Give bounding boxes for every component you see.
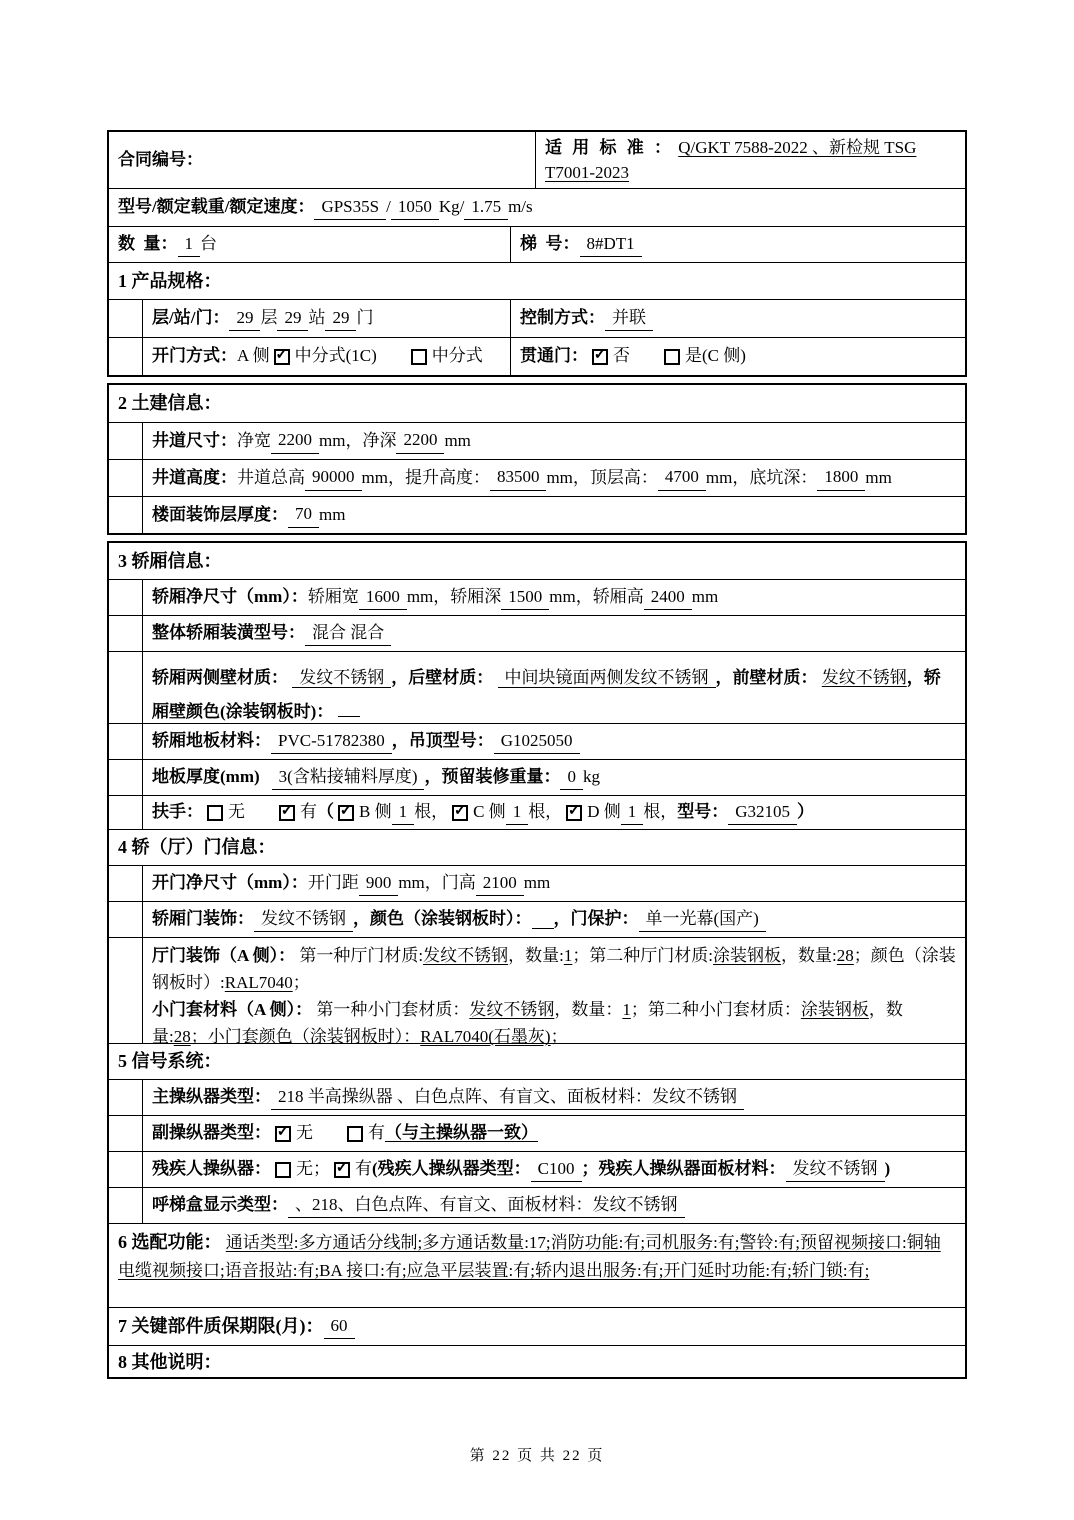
row-sub-cop [109,1115,965,1151]
check-icon: ✓ [335,1160,349,1176]
shaft-height-label: 井道高度： [152,467,237,487]
floor-finish-label: 楼面装饰层厚度： [152,504,288,524]
handrail-model-value: G32105 [728,800,797,826]
indent-cell [109,338,143,375]
check-icon: ✓ [275,347,288,363]
main-cop-cell [143,1080,965,1115]
checkbox-disabled-none-unchecked [275,1162,291,1178]
floor-material-label: 轿厢地板材料： [152,731,271,751]
car-size-label: 轿厢净尺寸（mm）： [152,587,308,607]
checkbox-handrail-b-checked [338,805,354,821]
checkbox-subcop-have-unchecked [347,1126,363,1142]
contract-number-cell [109,132,535,188]
handrail-have: 有 [300,802,317,822]
door-open-option1: 中分式(1C) [294,346,377,366]
hall-qty2-label: ，数量: [781,946,837,965]
ceiling-model-label: 吊顶型号： [408,731,494,751]
indent-cell [109,1116,143,1151]
door-protect-value: 单一光幕(国产) [639,907,766,933]
car-height-unit: mm [691,587,719,607]
header-table [107,130,967,377]
semicolon: ； [292,972,310,992]
door-opening-size-label: 开门净尺寸（mm）： [152,873,308,893]
row-disabled-cop [109,1151,965,1187]
hall-mat2-label: ；第二种厅门材质: [572,946,714,965]
floors-unit1: 层 [260,308,278,328]
check-icon: ✓ [339,803,353,819]
row-car-size [109,579,965,615]
hall-qty1-label: ，数量: [508,946,564,965]
shaft-depth-label: 净深 [362,430,397,450]
row-dooropen-through [109,337,965,375]
warranty-value: 60 [324,1314,355,1340]
disabled-cop-label: 残疾人操纵器： [152,1159,271,1179]
travel-height-value: 83500 [490,465,547,491]
jamb-mat2-label: ；第二种小门套材质： [630,999,801,1019]
section4-title-cell [109,830,965,865]
load-value: 1050 [391,195,439,221]
sub-cop-note: （与主操纵器一致） [385,1123,538,1143]
floor-finish-unit: mm [319,504,346,524]
row-wall-materials [109,651,965,723]
car-width-label: 轿厢宽 [307,587,359,607]
hall-mat1-value: 发纹不锈钢 [423,946,509,965]
indent-cell [109,1188,143,1223]
quantity-value: 1 [178,232,201,258]
indent-cell [109,616,143,651]
shaft-depth-value: 2200 [396,428,444,454]
door-open-side: A 侧 [237,346,270,366]
shaft-height-cell [143,460,965,496]
door-color-label: 颜色（涂装钢板时）： [370,909,532,929]
floor-thickness-value: 3(含粘接辅料厚度) [272,765,425,791]
row-floors-control [109,299,965,337]
warranty-cell [109,1308,965,1345]
indent-cell [109,902,143,937]
row-model [109,188,965,226]
jamb-color-label: ；小门套颜色（涂装钢板时）： [190,1026,421,1046]
door-width-unit: mm， [398,873,442,893]
shaft-depth-unit: mm [444,430,471,450]
indent-cell [109,460,143,496]
reserve-weight-value: 0 [560,765,583,791]
row-floor-thickness [109,759,965,795]
through-door-label: 贯通门： [520,346,588,366]
section6-title: 6 选配功能： [118,1232,222,1252]
indent-cell [109,938,143,1043]
handrail-b-unit: 根， [414,802,449,822]
shaft-size-label: 井道尺寸： [152,430,237,450]
total-height-unit: mm， [361,467,405,487]
check-icon: ✓ [276,1124,290,1140]
check-icon: ✓ [453,803,467,819]
hall-mat2-value: 涂装钢板 [713,946,782,965]
indent-cell [109,796,143,829]
row-main-cop [109,1079,965,1115]
car-height-label: 轿厢高 [592,587,644,607]
row-call-box [109,1187,965,1223]
reserve-weight-unit: kg [582,767,600,787]
quantity-unit: 台 [200,234,217,254]
row-section2-title [109,385,965,422]
row-qty-lift [109,226,965,262]
standard-label: 适 用 标 准 ： [545,138,674,157]
section3-title: 3 轿厢信息： [118,550,222,571]
top-floor-value: 4700 [658,465,706,491]
front-wall-value: 发纹不锈钢 [821,668,907,687]
car-depth-unit: mm， [549,587,593,607]
doors-unit: 门 [356,308,374,328]
handrail-none: 无 [228,802,245,822]
jamb-qty1-value: 1 [622,999,631,1019]
comma: ， [391,731,409,751]
top-floor-unit: mm， [705,467,750,487]
handrail-b-label: B 侧 [359,802,392,822]
section5-title: 5 信号系统： [118,1051,222,1072]
wall-materials-cell [143,652,965,723]
handrail-d-unit: 根， [643,802,678,822]
civil-info-table [107,383,967,535]
hall-color-label: ；颜色（涂装钢板时）: [152,946,956,992]
standard-value: Q/GKT 7588-2022 、新检规 TSG T7001-2023 [545,138,917,182]
standard-cell [535,132,965,188]
model-cell [109,189,965,226]
section4-title: 4 轿（厅）门信息： [118,837,276,858]
sub-cop-cell [143,1116,965,1151]
reserve-weight-label: 预留装修重量： [441,767,561,787]
floors-value: 29 [229,306,260,332]
through-door-yes: 是(C 侧) [685,346,746,366]
door-width-value: 900 [359,871,399,897]
floor-finish-value: 70 [288,502,319,528]
section1-title: 1 产品规格： [118,270,222,291]
comma: ， [391,668,409,687]
handrail-d-count: 1 [621,800,644,826]
door-opening-size-cell [143,866,965,901]
disabled-type-value: C100 [531,1157,582,1183]
shaft-size-cell [143,423,965,459]
row-door-opening-size [109,865,965,901]
indent-cell [109,1080,143,1115]
handrail-label: 扶手： [152,802,203,822]
call-box-value: 、218、白色点阵、有盲文、面板材料：发纹不锈钢 [288,1193,685,1219]
section3-title-cell [109,543,965,579]
hall-qty1-value: 1 [563,946,573,965]
speed-unit: m/s [508,197,533,217]
floors-cell [143,300,510,337]
lift-number-label: 梯 号： [520,234,580,254]
sub-cop-label: 副操纵器类型： [152,1123,271,1143]
shaft-width-unit: mm， [319,430,363,450]
load-unit: Kg/ [438,197,465,217]
checkbox-center-opening-unchecked [411,349,427,365]
control-mode-value: 并联 [605,306,653,332]
through-door-cell [510,338,965,375]
checkbox-handrail-d-checked [566,805,582,821]
row-section3-title [109,543,965,579]
optional-functions-cell [109,1224,965,1307]
row-car-decor-model [109,615,965,651]
row-section4-title [109,829,965,865]
door-open-option2: 中分式 [431,346,483,366]
row-section6 [109,1223,965,1307]
checkbox-center-opening-1c-checked [274,349,290,365]
floor-thickness-label: 地板厚度(mm) [152,767,260,787]
checkbox-through-yes-unchecked [664,349,680,365]
semicolon: ； [581,1159,599,1179]
jamb-mat2-value: 涂装钢板 [800,999,869,1019]
shaft-width-value: 2200 [271,428,319,454]
car-depth-label: 轿厢深 [450,587,502,607]
section1-title-cell [109,263,965,299]
disabled-cop-have: 有 [355,1159,372,1179]
row-section1-title [109,262,965,299]
disabled-cop-none: 无 [296,1159,313,1179]
door-open-label: 开门方式： [152,346,237,366]
lift-number-value: 8#DT1 [580,232,642,258]
row-car-door-decor [109,901,965,937]
comma: ， [553,909,571,929]
shaft-width-label: 净宽 [237,430,271,450]
indent-cell [109,580,143,615]
row-hall-door-jamb [109,937,965,1046]
section5-title-cell [109,1044,965,1079]
comma: ， [906,668,924,687]
quantity-label: 数 量： [118,234,178,254]
paren-open: ( [372,1159,378,1179]
handrail-c-count: 1 [506,800,529,826]
checkbox-subcop-none-checked [275,1126,291,1142]
car-door-decor-cell [143,902,965,937]
doors-value: 29 [325,306,356,332]
car-decor-cell [143,616,965,651]
quantity-cell [109,227,510,262]
blank-underline [532,910,554,928]
handrail-cell [143,796,965,829]
row-section7 [109,1307,965,1345]
lift-number-cell [510,227,965,262]
handrail-c-label: C 侧 [473,802,506,822]
sub-cop-have: 有 [368,1123,385,1143]
rear-wall-label: 后壁材质： [408,668,494,687]
section7-title: 7 关键部件质保期限(月)： [118,1316,324,1337]
row-contract-standard [109,132,965,188]
comma: ， [353,909,370,929]
call-box-cell [143,1188,965,1223]
semicolon: ； [313,1159,330,1179]
disabled-type-label: 残疾人操纵器类型： [377,1159,531,1179]
other-notes-cell [109,1346,965,1377]
checkbox-disabled-have-checked [334,1162,350,1178]
check-icon: ✓ [567,803,581,819]
indent-cell [109,724,143,759]
main-cop-label: 主操纵器类型： [152,1087,271,1107]
row-section5-title [109,1043,965,1079]
disabled-cop-cell [143,1152,965,1187]
wall-color-label: 轿厢壁颜色(涂装钢板时)： [152,668,941,721]
floor-material-cell [143,724,965,759]
car-width-value: 1600 [359,585,407,611]
blank-underline [338,699,360,717]
control-mode-label: 控制方式： [520,308,605,328]
hall-qty2-value: 28 [836,946,854,965]
jamb-mat1-value: 发纹不锈钢 [469,999,555,1019]
indent-cell [109,300,143,337]
contract-number-label: 合同编号： [118,149,203,169]
comma: ， [715,668,733,687]
model-sep1: / [386,197,391,217]
control-mode-cell [510,300,965,337]
travel-height-unit: mm， [546,467,590,487]
row-section8 [109,1345,965,1377]
car-width-unit: mm， [406,587,451,607]
floor-material-value: PVC-51782380 [271,729,392,755]
door-height-unit: mm [523,873,551,893]
model-label: 型号/额定载重/额定速度： [118,197,315,217]
indent-cell [109,760,143,795]
sub-cop-none: 无 [296,1123,313,1143]
row-shaft-size [109,422,965,459]
floors-label: 层/站/门： [152,308,230,328]
car-decor-value: 混合 混合 [305,621,391,647]
car-info-table [107,541,967,1379]
checkbox-through-no-checked [592,349,608,365]
travel-height-label: 提升高度： [404,467,490,487]
main-cop-value: 218 半高操纵器 、白色点阵、有盲文、面板材料：发纹不锈钢 [271,1085,744,1111]
hall-mat1-label: 第一种厅门材质: [299,946,424,965]
section8-title: 8 其他说明： [118,1352,222,1372]
car-door-decor-value: 发纹不锈钢 [254,907,353,933]
ceiling-model-value: G1025050 [494,729,580,755]
page-footer [0,1446,1074,1468]
checkbox-handrail-c-checked [452,805,468,821]
indent-cell [109,652,143,723]
check-icon: ✓ [593,347,607,363]
car-depth-value: 1500 [501,585,549,611]
hall-color-value: RAL7040 [224,972,293,992]
section2-title-cell [109,385,965,422]
row-floor-finish [109,496,965,533]
jamb-qty2-label: ，数量: [152,999,903,1046]
paren-open: （ [317,802,334,822]
handrail-b-count: 1 [392,800,415,826]
indent-cell [109,497,143,533]
pit-depth-label: 底坑深： [749,467,818,487]
handrail-c-unit: 根， [528,802,563,822]
checkbox-handrail-none-unchecked [207,805,223,821]
check-icon: ✓ [280,803,294,819]
handrail-d-label: D 侧 [587,802,621,822]
car-decor-label: 整体轿厢装潢型号： [152,623,305,643]
pit-depth-unit: mm [865,467,892,487]
page-number-text: 第 22 页 共 22 页 [469,1448,605,1464]
top-floor-label: 顶层高： [589,467,658,487]
comma: ， [424,767,442,787]
row-shaft-height [109,459,965,496]
jamb-qty2-value: 28 [173,1026,191,1046]
stops-value: 29 [277,306,308,332]
car-size-cell [143,580,965,615]
front-wall-label: 前壁材质： [732,668,818,687]
section2-title: 2 土建信息： [118,393,222,414]
disabled-panel-label: 残疾人操纵器面板材料： [598,1159,786,1179]
door-height-value: 2100 [476,871,524,897]
rear-wall-value: 中间块镜面两侧发纹不锈钢 [498,668,716,688]
car-door-decor-label: 轿厢门装饰： [152,909,254,929]
indent-cell [109,866,143,901]
row-handrail [109,795,965,829]
door-protect-label: 门保护： [570,909,639,929]
hall-door-jamb-cell [143,938,965,1046]
optional-functions-value: 通话类型:多方通话分线制;多方通话数量:17;消防功能:有;司机服务:有;警铃:有;预留视频接口:铜轴电缆视频接口;语音报站:有;BA 接口:有;应急平层装置:有;轿内退出服务:有;开门延时功能:有;轿门锁:有; [118,1233,941,1280]
pit-depth-value: 1800 [817,465,865,491]
indent-cell [109,423,143,459]
paren-close: ） [797,802,814,822]
indent-cell [109,1152,143,1187]
jamb-qty1-label: ，数量： [554,999,623,1019]
side-wall-value: 发纹不锈钢 [292,668,391,688]
call-box-label: 呼梯盒显示类型： [152,1195,288,1215]
floor-thickness-cell [143,760,965,795]
door-open-cell [143,338,510,375]
jamb-color-value: RAL7040(石墨灰) [420,1026,551,1046]
through-door-no: 否 [613,346,630,366]
model-value: GPS35S [314,195,386,221]
handrail-model-label: 型号： [677,802,729,822]
jamb-label: 小门套材料（A 侧）： [152,999,313,1019]
hall-door-label: 厅门装饰（A 侧）： [152,946,296,965]
semicolon: ； [550,1026,568,1046]
door-width-label: 开门距 [307,873,359,893]
paren-close: ) [884,1159,891,1179]
jamb-mat1-label: 第一种小门套材质： [316,999,470,1019]
stops-unit: 站 [308,308,326,328]
row-floor-material [109,723,965,759]
total-height-label: 井道总高 [237,467,305,487]
side-wall-label: 轿厢两侧壁材质： [152,668,288,687]
disabled-panel-value: 发纹不锈钢 [786,1157,885,1183]
total-height-value: 90000 [305,465,362,491]
car-height-value: 2400 [644,585,692,611]
speed-value: 1.75 [464,195,508,221]
door-height-label: 门高 [441,873,476,893]
floor-finish-cell [143,497,965,533]
checkbox-handrail-have-checked [279,805,295,821]
